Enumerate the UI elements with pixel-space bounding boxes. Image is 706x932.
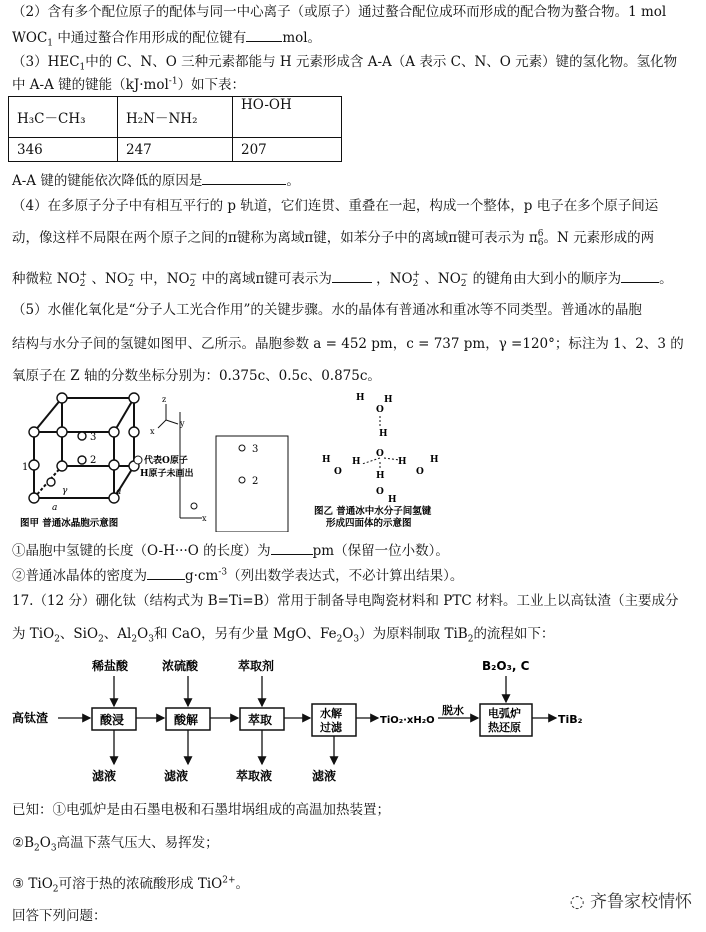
p4-line1: （4）在多原子分子中有相互平行的 p 轨道，它们连贯、重叠在一起，构成一个整体，p 电子在多个原子间运	[12, 198, 659, 214]
waste-label: 萃取液	[236, 769, 273, 783]
atom-label-3: 3	[90, 432, 97, 443]
q17-line2: 为 TiO$_2$、SiO$_2$、$Al_2O_3$和 CaO，另有少量 MgO、$Fe_2O_3$）为原料制取 TiB$_2$的流程如下：	[12, 626, 555, 645]
p5-line2: 结构与水分子间的氢键如图甲、乙所示。晶胞参数 a = 452 pm，c = 737 pm，γ =120°；标注为 1、2、3 的	[12, 336, 684, 352]
product: TiB₂	[558, 713, 583, 726]
h-atom: H	[398, 457, 407, 467]
legend-o-icon	[134, 456, 142, 464]
caption-a: 图甲 普通冰晶胞示意图	[20, 518, 119, 529]
o-atom: O	[416, 467, 424, 477]
step-label: 电弧炉	[488, 707, 521, 720]
legend-h: H原子未画出	[140, 469, 194, 479]
h-atom: H	[384, 395, 393, 405]
watermark: ◌ 齐鲁家校情怀	[569, 892, 692, 912]
p3-line1: $(3)HEC_1$中的 C、N、O 三种元素都能与 H 元素形成含 A-A（A 表示 C、N、O 元素）键的氢化物。氢化物	[12, 54, 678, 73]
o-atom: O	[376, 449, 384, 459]
h-atom: H	[322, 455, 331, 465]
process-flowchart	[10, 656, 690, 786]
table-cell: 346	[9, 138, 118, 162]
p2-line1: （2）含有多个配位原子的配体与同一中心离子（或原子）通过螯合配位成环而形成的配合物为螯合物。1 mol	[12, 4, 667, 20]
atom-label-2: 2	[90, 455, 97, 466]
o-atom: O	[376, 487, 384, 497]
o-atoms	[29, 393, 139, 503]
step-label: 过滤	[320, 721, 342, 734]
lattice-a-label-2: a	[116, 487, 122, 497]
wechat-icon: ◌	[569, 892, 590, 912]
step-label: 酸解	[174, 713, 199, 727]
h-atom: H	[379, 429, 388, 439]
known-2: $②B_2O_3$高温下蒸气压大、易挥发；	[12, 835, 219, 854]
answer-blank[interactable]	[271, 540, 313, 555]
known-3: ③ TiO$_2$可溶于热的浓硫酸形成 TiO$^{2+}$。	[12, 875, 249, 895]
flow-start: 高钛渣	[12, 711, 49, 725]
step-label: 萃取	[248, 713, 273, 727]
axes-icon	[158, 404, 178, 428]
p4-line3: 种微粒 NO + 2 、NO − 2 中，NO − 2 中的离域π键可表示为 ，NO + 2 、NO − 2 的键角由大到小的顺序为 。	[12, 269, 673, 289]
waste-label: 滤液	[312, 769, 337, 783]
step-label: 水解	[320, 707, 342, 720]
o-atom: O	[376, 405, 384, 415]
h-atom: H	[430, 455, 439, 465]
p5-q2: ②普通冰晶体的密度为 $g\cdot cm^{-3}$（列出数学表达式，不必计算出结果）。	[12, 565, 463, 586]
table-header: H₃C－CH₃	[9, 97, 118, 138]
p5-line3: 氧原子在 Z 轴的分数坐标分别为：0.375c、0.5c、0.875c。	[12, 368, 381, 384]
answer-blank[interactable]	[147, 565, 185, 580]
h-atom: H	[376, 471, 385, 481]
axis-z: z	[162, 395, 167, 404]
lattice-a-label: a	[52, 503, 58, 513]
table-header: H₂N－NH₂	[118, 97, 233, 138]
reagent-label: B₂O₃, C	[482, 659, 530, 673]
reagent-label: 浓硫酸	[162, 659, 199, 673]
h-atom: H	[352, 457, 361, 467]
reagent-label: 稀盐酸	[92, 659, 129, 673]
side-label-3: 3	[252, 444, 259, 455]
p3-question: A-A 键的键能依次降低的原因是 。	[12, 170, 300, 191]
p2-line2: $WOC_1$ 中通过螯合作用形成的配位键有 mol。	[12, 27, 321, 48]
dehydrate-label: 脱水	[442, 704, 464, 717]
waste-label: 滤液	[164, 769, 189, 783]
legend-o: 代表O原子	[144, 456, 188, 466]
side-view-diagram	[180, 412, 288, 532]
gamma-label: γ	[62, 486, 68, 496]
table-header: HO-OH	[233, 97, 342, 138]
known-4: 回答下列问题：	[12, 908, 107, 924]
table-cell: 207	[233, 138, 342, 162]
axis-y: y	[180, 419, 185, 428]
axis-x: x	[150, 427, 155, 436]
p4-line2: 动，像这样不局限在两个原子之间的π键称为离域π键，如苯分子中的离域π键可表示为 π 6 6 。N 元素形成的两	[12, 228, 655, 248]
answer-blank[interactable]	[246, 27, 282, 42]
reagent-label: 萃取剂	[238, 659, 275, 673]
q17-line1: 17.（12 分）硼化钛（结构式为 B=Ti=B）常用于制备导电陶瓷材料和 PTC 材料。工业上以高钛渣（主要成分	[12, 593, 679, 609]
o-atom: O	[334, 467, 342, 477]
caption-b1: 图乙 普通冰中水分子间氢键	[314, 506, 432, 517]
caption-b2: 形成四面体的示意图	[326, 518, 412, 529]
h-atom: H	[388, 495, 397, 505]
ice-crystal-figure	[16, 390, 486, 532]
answer-blank[interactable]	[621, 268, 659, 283]
intermediate: TiO₂·xH₂O	[380, 715, 435, 726]
bond-energy-table	[8, 96, 342, 162]
waste-label: 滤液	[92, 769, 117, 783]
p5-q1: ①晶胞中氢键的长度（O-H···O 的长度）为 pm（保留一位小数）。	[12, 540, 449, 561]
hbond-lines	[362, 416, 400, 470]
atom-label-1: 1	[22, 462, 29, 473]
hbond-diagram	[322, 393, 439, 505]
answer-blank[interactable]	[332, 268, 372, 283]
p5-line1: （5）水催化氧化是“分子人工光合作用”的关键步骤。水的晶体有普通冰和重冰等不同类型。普通冰的晶胞	[12, 302, 642, 318]
axis-x-2: x	[202, 514, 207, 523]
answer-blank[interactable]	[202, 170, 286, 185]
known-1: 已知：①电弧炉是由石墨电极和石墨坩埚组成的高温加热装置；	[12, 802, 390, 818]
p3-line2: 中 A-A 键的键能（kJ·mol$^{-1}$）如下表：	[12, 76, 246, 93]
side-label-2: 2	[252, 476, 259, 487]
h-atom: H	[356, 393, 365, 403]
step-label: 酸浸	[100, 713, 125, 727]
step-label: 热还原	[488, 721, 521, 734]
table-cell: 247	[118, 138, 233, 162]
